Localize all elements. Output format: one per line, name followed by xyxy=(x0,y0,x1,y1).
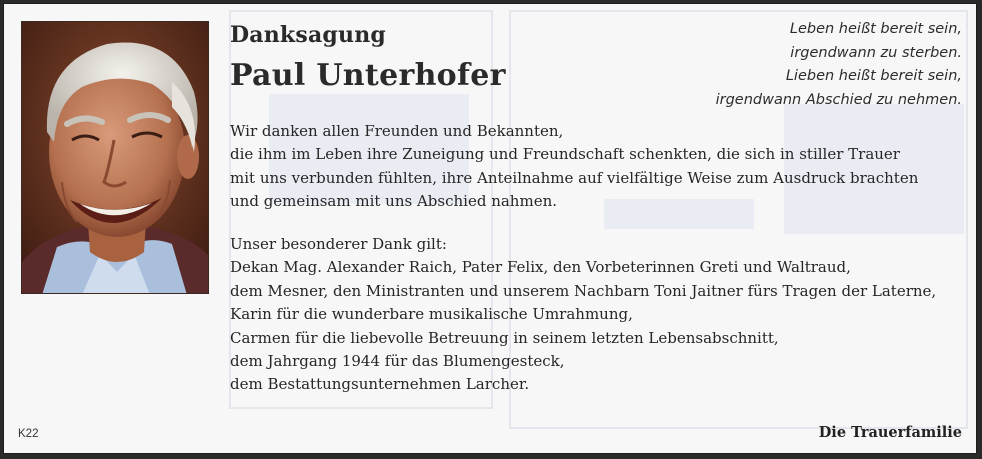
paragraph-line: Karin für die wunderbare musikalische Umrahmung, xyxy=(230,305,633,324)
quote-line: irgendwann Abschied zu nehmen. xyxy=(715,91,962,108)
page-code: K22 xyxy=(18,428,39,440)
thanks-paragraph xyxy=(230,120,918,214)
quote-line: irgendwann zu sterben. xyxy=(790,44,962,61)
obituary-notice xyxy=(3,3,977,454)
quote-line: Lieben heißt bereit sein, xyxy=(785,68,962,84)
paragraph-line: dem Mesner, den Ministranten und unserem Nachbarn Toni Jaitner fürs Tragen der Laterne, xyxy=(230,281,937,300)
notice-heading: Danksagung xyxy=(230,22,386,48)
portrait-photo xyxy=(21,21,209,294)
paragraph-line: Dekan Mag. Alexander Raich, Pater Felix, den Vorbeterinnen Greti und Waltraud, xyxy=(230,258,851,277)
signature: Die Trauerfamilie xyxy=(818,424,962,441)
deceased-name: Paul Unterhofer xyxy=(230,58,506,93)
paragraph-line: und gemeinsam mit uns Abschied nahmen. xyxy=(230,192,557,211)
quote-block xyxy=(716,18,962,112)
paragraph-line: Wir danken allen Freunden und Bekannten, xyxy=(230,122,564,140)
paragraph-line: die ihm im Leben ihre Zuneigung und Freundschaft schenkten, die sich in stiller Trauer xyxy=(230,145,900,164)
paragraph-line: mit uns verbunden fühlten, ihre Anteilnahme auf vielfältige Weise zum Ausdruck brachten xyxy=(230,168,919,187)
paragraph-line: dem Jahrgang 1944 für das Blumengesteck, xyxy=(230,352,565,371)
paragraph-line: Carmen für die liebevolle Betreuung in seinem letzten Lebensabschnitt, xyxy=(230,328,779,347)
quote-line: Leben heißt bereit sein, xyxy=(789,21,962,37)
paragraph-line: dem Bestattungsunternehmen Larcher. xyxy=(230,375,530,394)
portrait-illustration xyxy=(22,22,209,294)
paragraph-line: Unser besonderer Dank gilt: xyxy=(230,235,447,253)
special-thanks-paragraph xyxy=(230,233,936,397)
